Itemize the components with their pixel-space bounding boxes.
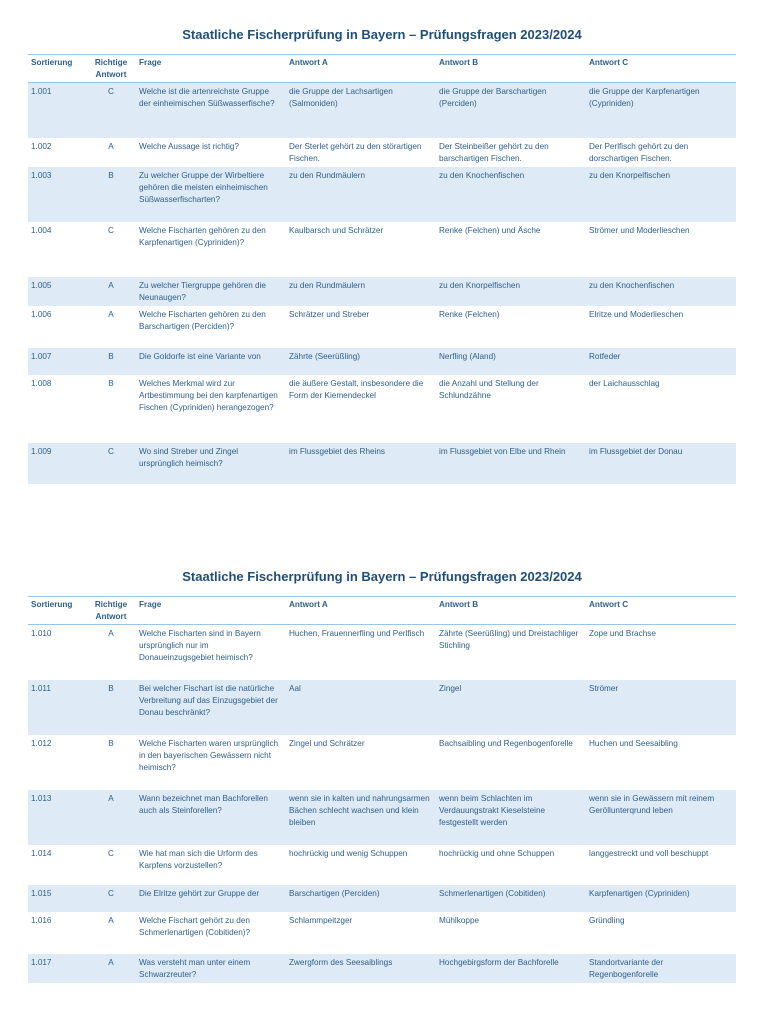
cell-frage: Zu welcher Tiergruppe gehören die Neunaugen? — [136, 277, 286, 306]
table-row — [28, 277, 736, 306]
header-richtige-antwort: Richtige Antwort — [86, 55, 136, 83]
cell-richtige-antwort: A — [108, 141, 114, 151]
cell-frage: Welche Fischarten gehören zu den Karpfenartigen (Cypriniden)? — [139, 225, 266, 247]
cell-antwort-a: Huchen, Frauennerfling und Perlfisch — [289, 629, 425, 638]
cell-antwort-b: Mühlkoppe — [439, 915, 480, 925]
cell-antwort-c: Huchen und Seesaibling — [589, 738, 678, 748]
cell-sortierung: 1.010 — [31, 629, 52, 638]
cell-antwort-c: die Gruppe der Karpfenartigen (Cypriniden) — [586, 83, 736, 138]
cell-frage: Bei welcher Fischart ist die natürliche Verbreitung auf das Einzugsgebiet der Donau beschränkt? — [136, 680, 286, 735]
cell-antwort-a: Zwergform des Seesaiblings — [286, 954, 436, 983]
table-row — [28, 348, 736, 375]
table-row — [28, 954, 736, 983]
page-section-2 — [28, 568, 736, 983]
cell-frage: Welche ist die artenreichste Gruppe der einheimischen Süßwasserfische? — [136, 83, 286, 138]
cell-sortierung: 1.017 — [28, 954, 86, 983]
cell-antwort-c: Karpfenartigen (Cypriniden) — [586, 885, 736, 912]
table-row — [28, 222, 736, 277]
cell-antwort-c: langgestreckt und voll beschuppt — [589, 848, 709, 858]
cell-antwort-a: Barschartigen (Perciden) — [286, 885, 436, 912]
cell-richtige-antwort: C — [86, 885, 136, 912]
cell-antwort-c: Rotfeder — [586, 348, 736, 375]
cell-antwort-c: Zope und Brachse — [589, 629, 656, 638]
cell-richtige-antwort: C — [86, 443, 136, 484]
cell-antwort-a: zu den Rundmäulern — [286, 277, 436, 306]
table-row — [28, 625, 736, 680]
cell-antwort-b: Renke (Felchen) — [439, 309, 500, 319]
cell-antwort-c: Der Perlfisch gehört zu den dorschartigen Fischen. — [589, 141, 689, 163]
cell-antwort-b: im Flussgebiet von Elbe und Rhein — [436, 443, 586, 484]
cell-antwort-c: Strömer — [586, 680, 736, 735]
header-sortierung: Sortierung — [28, 55, 86, 83]
cell-richtige-antwort: C — [108, 225, 114, 235]
table-row — [28, 138, 736, 167]
cell-antwort-b: hochrückig und ohne Schuppen — [439, 848, 555, 858]
header-sortierung: Sortierung — [28, 597, 86, 625]
cell-frage: Zu welcher Gruppe der Wirbeltiere gehören die meisten einheimischen Süßwasserfischarten? — [136, 167, 286, 222]
cell-frage: Welches Merkmal wird zur Artbestimmung bei den karpfenartigen Fischen (Cypriniden) herangezogen? — [139, 378, 278, 412]
cell-sortierung: 1.011 — [28, 680, 86, 735]
page-section-1 — [28, 26, 736, 484]
questions-table — [28, 596, 736, 983]
table-row — [28, 83, 736, 138]
cell-antwort-b: Renke (Felchen) und Äsche — [439, 225, 541, 235]
cell-antwort-b: die Anzahl und Stellung der Schlundzähne — [439, 378, 539, 400]
header-antwort-a: Antwort A — [286, 55, 436, 83]
cell-sortierung: 1.016 — [31, 915, 52, 925]
page-title: Staatliche Fischerprüfung in Bayern – Prüfungsfragen 2023/2024 — [182, 27, 582, 42]
header-antwort-a: Antwort A — [286, 597, 436, 625]
cell-frage: Welche Aussage ist richtig? — [139, 141, 239, 151]
cell-antwort-c: wenn sie in Gewässern mit reinem Geröllunterqrund leben — [586, 790, 736, 845]
cell-antwort-c: im Flussgebiet der Donau — [586, 443, 736, 484]
cell-antwort-a: die Gruppe der Lachsartigen (Salmoniden) — [286, 83, 436, 138]
cell-sortierung: 1.004 — [31, 225, 52, 235]
cell-antwort-b: Zährte (Seerüßling) und Dreistachliger Stichling — [439, 629, 579, 650]
table-row — [28, 443, 736, 484]
cell-antwort-b: Schmerlenartigen (Cobitiden) — [436, 885, 586, 912]
table-row — [28, 167, 736, 222]
header-richtige-antwort: Richtige Antwort — [86, 597, 136, 625]
cell-richtige-antwort: A — [86, 790, 136, 845]
cell-richtige-antwort: B — [86, 680, 136, 735]
cell-frage: Die Goldorfe ist eine Variante von — [136, 348, 286, 375]
cell-frage: Die Elritze gehört zur Gruppe der — [136, 885, 286, 912]
cell-antwort-b: Zingel — [436, 680, 586, 735]
cell-antwort-a: Schrätzer und Streber — [289, 309, 370, 319]
cell-frage: Welche Fischart gehört zu den Schmerlenartigen (Cobitiden)? — [139, 915, 251, 937]
cell-sortierung: 1.012 — [31, 738, 52, 748]
cell-antwort-b: wenn beim Schlachten im Verdauungstrakt Kieselsteine festgestellt werden — [436, 790, 586, 845]
cell-richtige-antwort: B — [108, 378, 114, 388]
cell-antwort-c: zu den Knorpelfischen — [586, 167, 736, 222]
cell-frage: Welche Fischarten waren ursprünglich in den bayerischen Gewässern nicht heimisch? — [139, 738, 279, 772]
cell-antwort-b: zu den Knorpelfischen — [436, 277, 586, 306]
cell-sortierung: 1.002 — [31, 141, 52, 151]
cell-antwort-a: die äußere Gestalt, insbesondere die Form der Kiemendeckel — [289, 378, 424, 400]
table-header-row — [28, 55, 736, 83]
cell-richtige-antwort: A — [108, 309, 114, 319]
cell-antwort-b: Bachsaibling und Regenbogenforelle — [439, 738, 573, 748]
cell-antwort-c: zu den Knochenfischen — [586, 277, 736, 306]
cell-antwort-c: Elritze und Moderlieschen — [589, 309, 684, 319]
cell-antwort-a: Kaulbarsch und Schrätzer — [289, 225, 384, 235]
cell-sortierung: 1.014 — [31, 848, 52, 858]
cell-antwort-a: Zingel und Schrätzer — [289, 738, 365, 748]
cell-frage: Was versteht man unter einem Schwarzreuter? — [136, 954, 286, 983]
table-row — [28, 912, 736, 954]
cell-richtige-antwort: B — [108, 738, 114, 748]
cell-sortierung: 1.015 — [28, 885, 86, 912]
cell-richtige-antwort: C — [86, 83, 136, 138]
cell-antwort-b: Nerfling (Aland) — [436, 348, 586, 375]
cell-richtige-antwort: B — [86, 348, 136, 375]
cell-richtige-antwort: A — [108, 629, 114, 638]
cell-sortierung: 1.008 — [31, 378, 52, 388]
cell-sortierung: 1.007 — [28, 348, 86, 375]
cell-antwort-b: zu den Knochenfischen — [436, 167, 586, 222]
questions-table — [28, 54, 736, 484]
header-frage: Frage — [136, 55, 286, 83]
header-frage: Frage — [136, 597, 286, 625]
cell-antwort-a: wenn sie in kalten und nahrungsarmen Bächen schlecht wachsen und klein bleiben — [286, 790, 436, 845]
cell-frage: Wann bezeichnet man Bachforellen auch als Steinforellen? — [136, 790, 286, 845]
page-title: Staatliche Fischerprüfung in Bayern – Prüfungsfragen 2023/2024 — [182, 569, 582, 584]
cell-sortierung: 1.009 — [28, 443, 86, 484]
cell-antwort-a: Der Sterlet gehört zu den störartigen Fischen. — [289, 141, 422, 163]
header-antwort-b: Antwort B — [436, 55, 586, 83]
header-antwort-c: Antwort C — [586, 597, 736, 625]
header-antwort-b: Antwort B — [436, 597, 586, 625]
cell-antwort-c: Standortvariante der Regenbogenforelle — [586, 954, 736, 983]
cell-richtige-antwort: B — [86, 167, 136, 222]
cell-richtige-antwort: A — [108, 915, 114, 925]
table-row — [28, 885, 736, 912]
cell-antwort-c: Strömer und Moderlieschen — [589, 225, 690, 235]
cell-sortierung: 1.005 — [28, 277, 86, 306]
cell-antwort-c: Gründling — [589, 915, 625, 925]
cell-frage: Welche Fischarten sind in Bayern ursprünglich nur im Donaueinzugsgebiet heimisch? — [139, 629, 261, 662]
cell-antwort-a: Zährte (Seerüßling) — [286, 348, 436, 375]
cell-antwort-a: Aal — [286, 680, 436, 735]
table-row — [28, 680, 736, 735]
cell-antwort-a: im Flussgebiet des Rheins — [286, 443, 436, 484]
cell-sortierung: 1.006 — [31, 309, 52, 319]
cell-sortierung: 1.013 — [28, 790, 86, 845]
cell-frage: Wie hat man sich die Urform des Karpfens vorzustellen? — [139, 848, 258, 870]
table-row — [28, 735, 736, 790]
cell-richtige-antwort: C — [108, 848, 114, 858]
cell-antwort-a: zu den Rundmäulern — [286, 167, 436, 222]
cell-frage: Wo sind Streber und Zingel ursprünglich heimisch? — [136, 443, 286, 484]
cell-antwort-c: der Laichausschlag — [589, 378, 660, 388]
cell-sortierung: 1.003 — [28, 167, 86, 222]
header-antwort-c: Antwort C — [586, 55, 736, 83]
cell-frage: Welche Fischarten gehören zu den Barschartigen (Perciden)? — [139, 309, 266, 331]
table-row — [28, 790, 736, 845]
cell-antwort-b: die Gruppe der Barschartigen (Perciden) — [436, 83, 586, 138]
cell-richtige-antwort: A — [86, 954, 136, 983]
cell-antwort-b: Der Steinbeißer gehört zu den barschartigen Fischen. — [439, 141, 549, 163]
table-row — [28, 306, 736, 348]
cell-antwort-b: Hochgebirgsform der Bachforelle — [436, 954, 586, 983]
cell-antwort-a: Schlammpeitzger — [289, 915, 353, 925]
cell-antwort-a: hochrückig und wenig Schuppen — [289, 848, 408, 858]
table-row — [28, 375, 736, 443]
table-row — [28, 845, 736, 885]
cell-sortierung: 1.001 — [28, 83, 86, 138]
cell-richtige-antwort: A — [86, 277, 136, 306]
table-header-row — [28, 597, 736, 625]
